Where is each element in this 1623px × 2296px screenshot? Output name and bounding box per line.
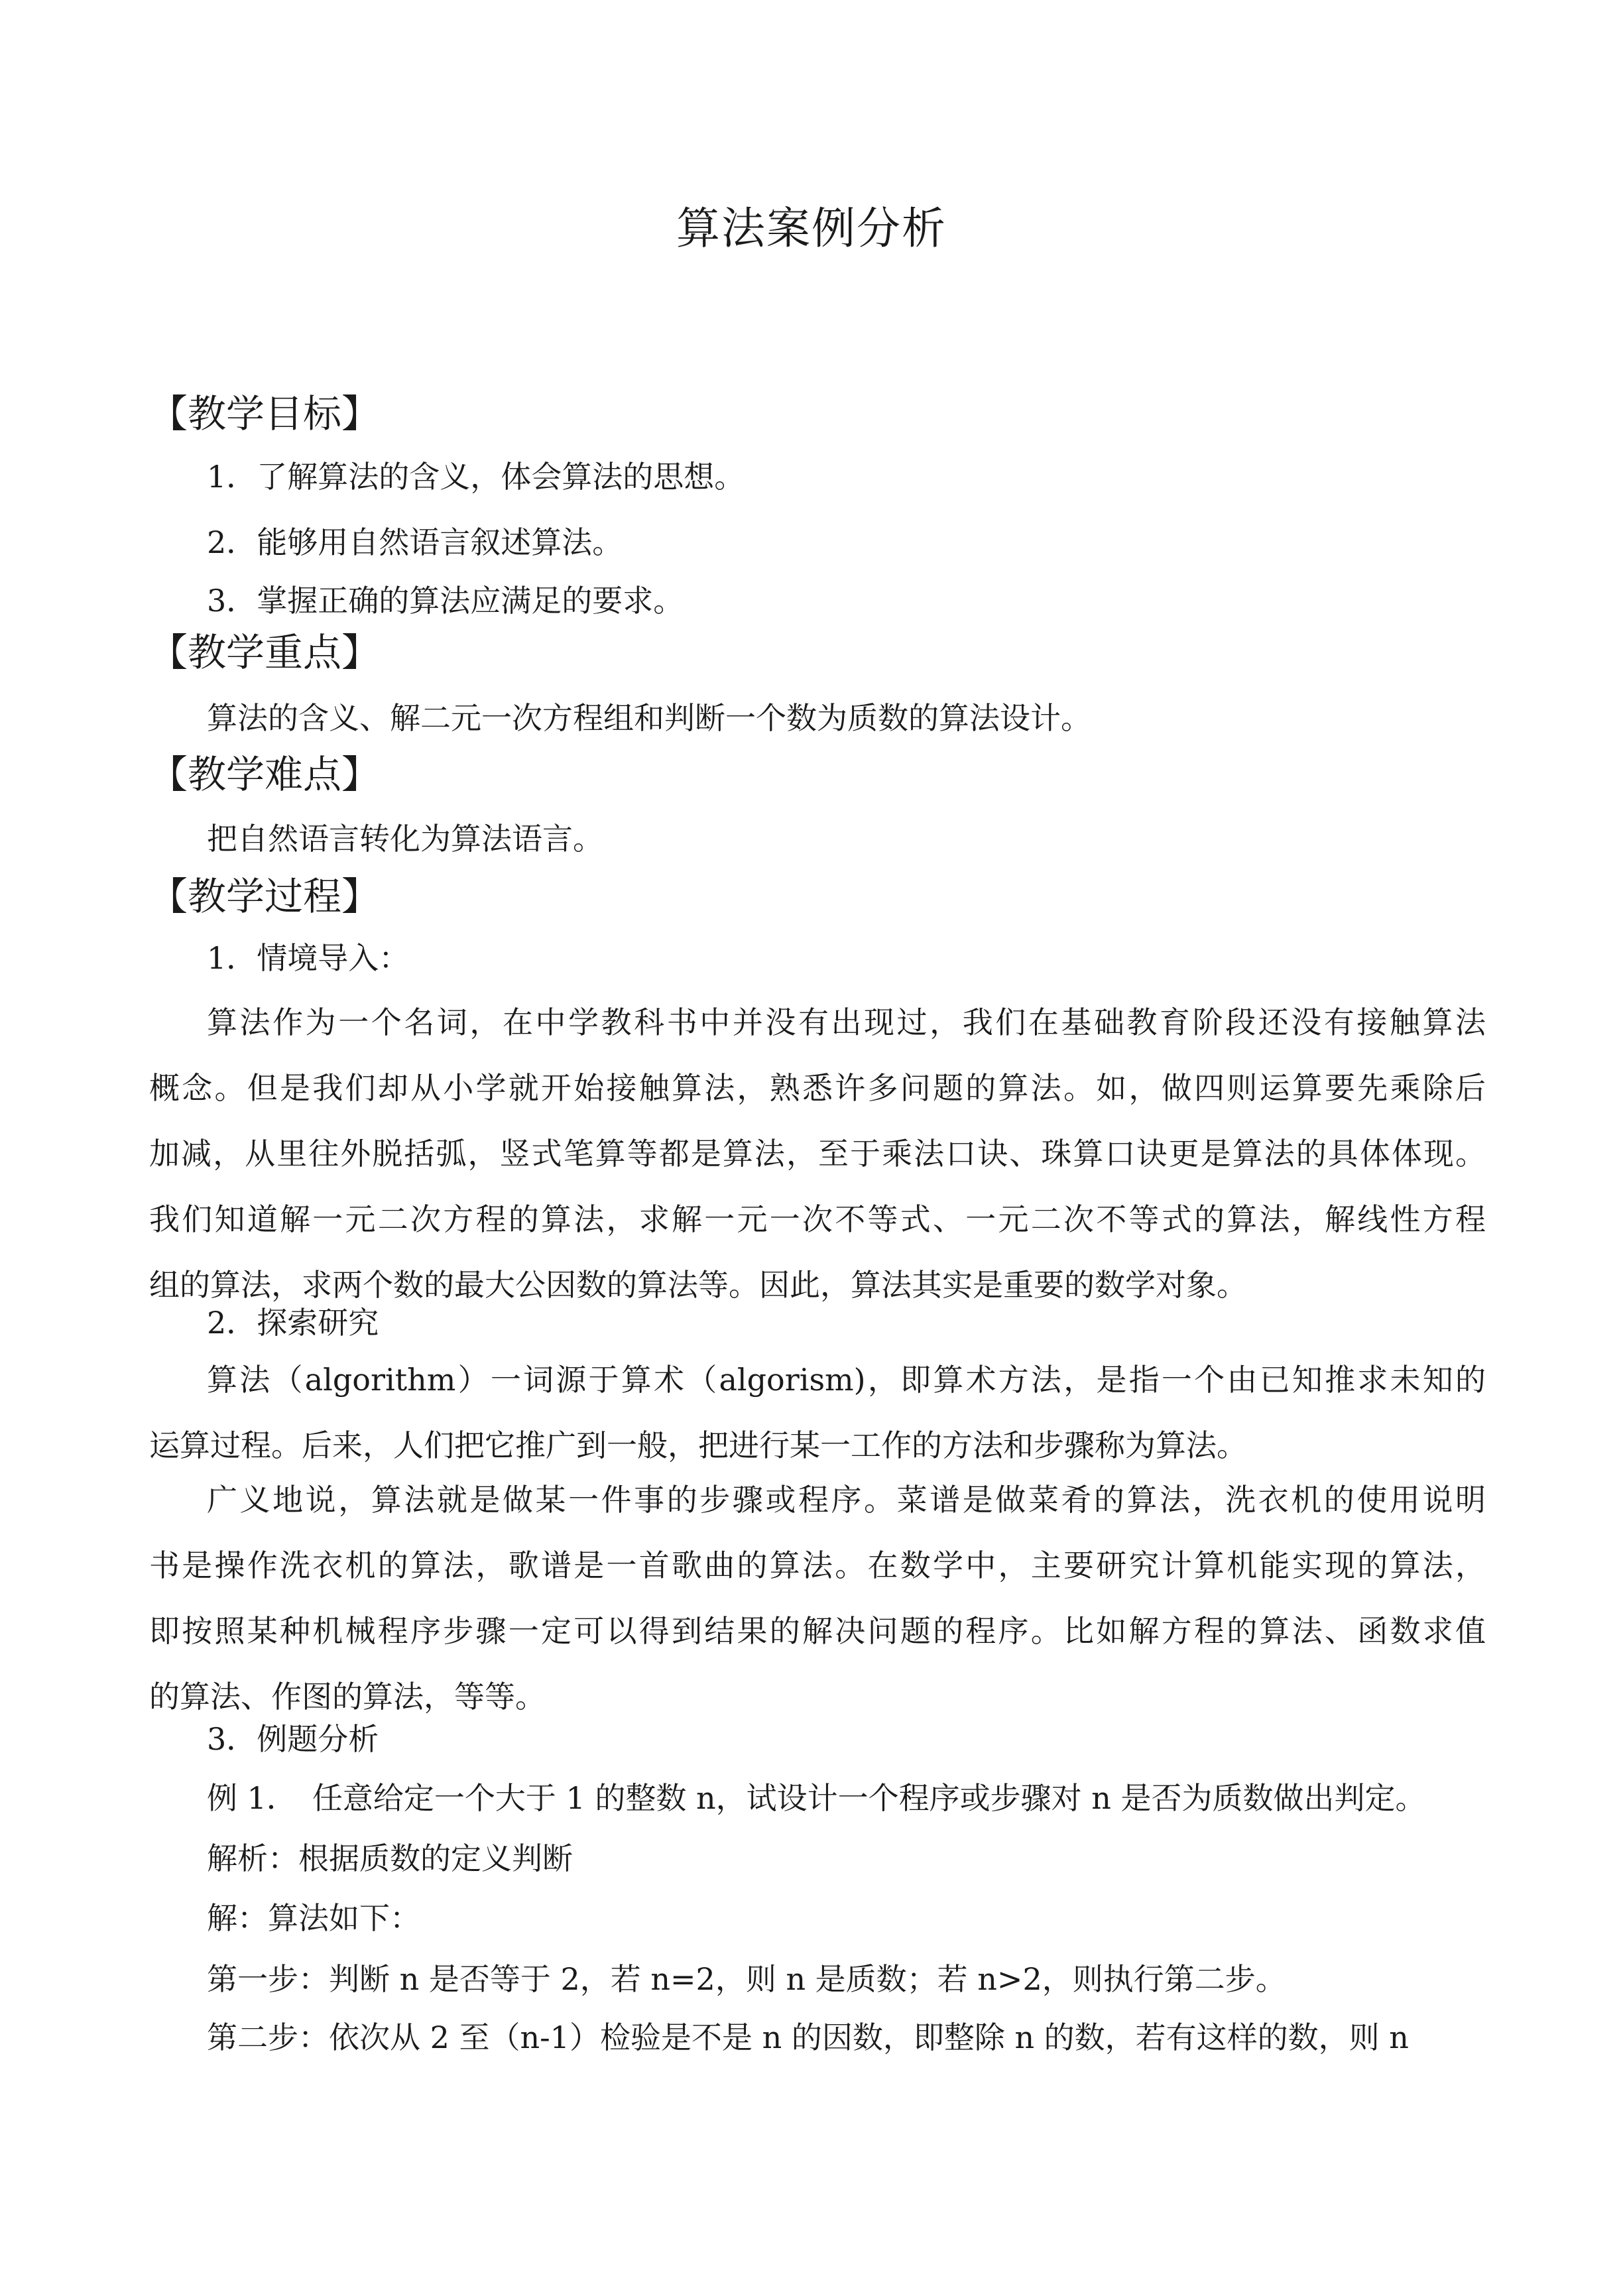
paragraph-line: 广义地说，算法就是做某一件事的步骤或程序。菜谱是做菜肴的算法，洗衣机的使用说明 [207,1482,1486,1518]
heading-difficulties: 【教学难点】 [149,752,381,797]
key-points-text: 算法的含义、解二元一次方程组和判断一个数为质数的算法设计。 [207,700,1091,736]
step1-title: 1．情境导入： [207,940,410,976]
paragraph-line: 书是操作洗衣机的算法，歌谱是一首歌曲的算法。在数学中，主要研究计算机能实现的算法， [149,1547,1486,1583]
analysis-text: 解析：根据质数的定义判断 [207,1841,573,1876]
objective-item-1: 1．了解算法的含义，体会算法的思想。 [207,459,745,495]
paragraph-situation [149,1000,1486,1329]
algorithm-step-1: 第一步：判断 n 是否等于 2，若 n=2，则 n 是质数；若 n>2，则执行第二步。 [207,1961,1286,1997]
paragraph-line: 即按照某种机械程序步骤一定可以得到结果的解决问题的程序。比如解方程的算法、函数求值 [149,1613,1486,1649]
heading-key-points: 【教学重点】 [149,630,381,675]
step2-title: 2．探索研究 [207,1305,379,1341]
paragraph-explore [149,1358,1486,1489]
objective-item-3: 3．掌握正确的算法应满足的要求。 [207,583,684,619]
example-1: 例 1． 任意给定一个大于 1 的整数 n，试设计一个程序或步骤对 n 是否为质数做出判定。 [207,1780,1426,1816]
solution-text: 解：算法如下： [207,1900,420,1936]
algorithm-step-2: 第二步：依次从 2 至（n-1）检验是不是 n 的因数，即整除 n 的数，若有这样的数，则 n [207,2020,1409,2055]
paragraph-line: 算法（algorithm）一词源于算术（algorism)，即算术方法，是指一个由已知推求未知的 [207,1362,1486,1398]
paragraph-line: 组的算法，求两个数的最大公因数的算法等。因此，算法其实是重要的数学对象。 [149,1267,1247,1303]
heading-objectives: 【教学目标】 [149,391,381,436]
paragraph-line: 我们知道解一元二次方程的算法，求解一元一次不等式、一元二次不等式的算法，解线性方程 [149,1201,1486,1237]
paragraph-line: 算法作为一个名词，在中学教科书中并没有出现过，我们在基础教育阶段还没有接触算法 [207,1004,1486,1040]
paragraph-line: 加减，从里往外脱括弧，竖式笔算等都是算法，至于乘法口诀、珠算口诀更是算法的具体体现。 [149,1136,1486,1172]
paragraph-line: 运算过程。后来，人们把它推广到一般，把进行某一工作的方法和步骤称为算法。 [149,1427,1247,1463]
page-title: 算法案例分析 [676,203,947,254]
step3-title: 3．例题分析 [207,1721,379,1757]
difficulties-text: 把自然语言转化为算法语言。 [207,821,603,857]
heading-process: 【教学过程】 [149,874,381,919]
paragraph-line: 的算法、作图的算法，等等。 [149,1679,546,1715]
paragraph-line: 概念。但是我们却从小学就开始接触算法，熟悉许多问题的算法。如，做四则运算要先乘除后 [149,1070,1486,1106]
objective-item-2: 2．能够用自然语言叙述算法。 [207,524,623,560]
paragraph-definition [149,1478,1486,1740]
